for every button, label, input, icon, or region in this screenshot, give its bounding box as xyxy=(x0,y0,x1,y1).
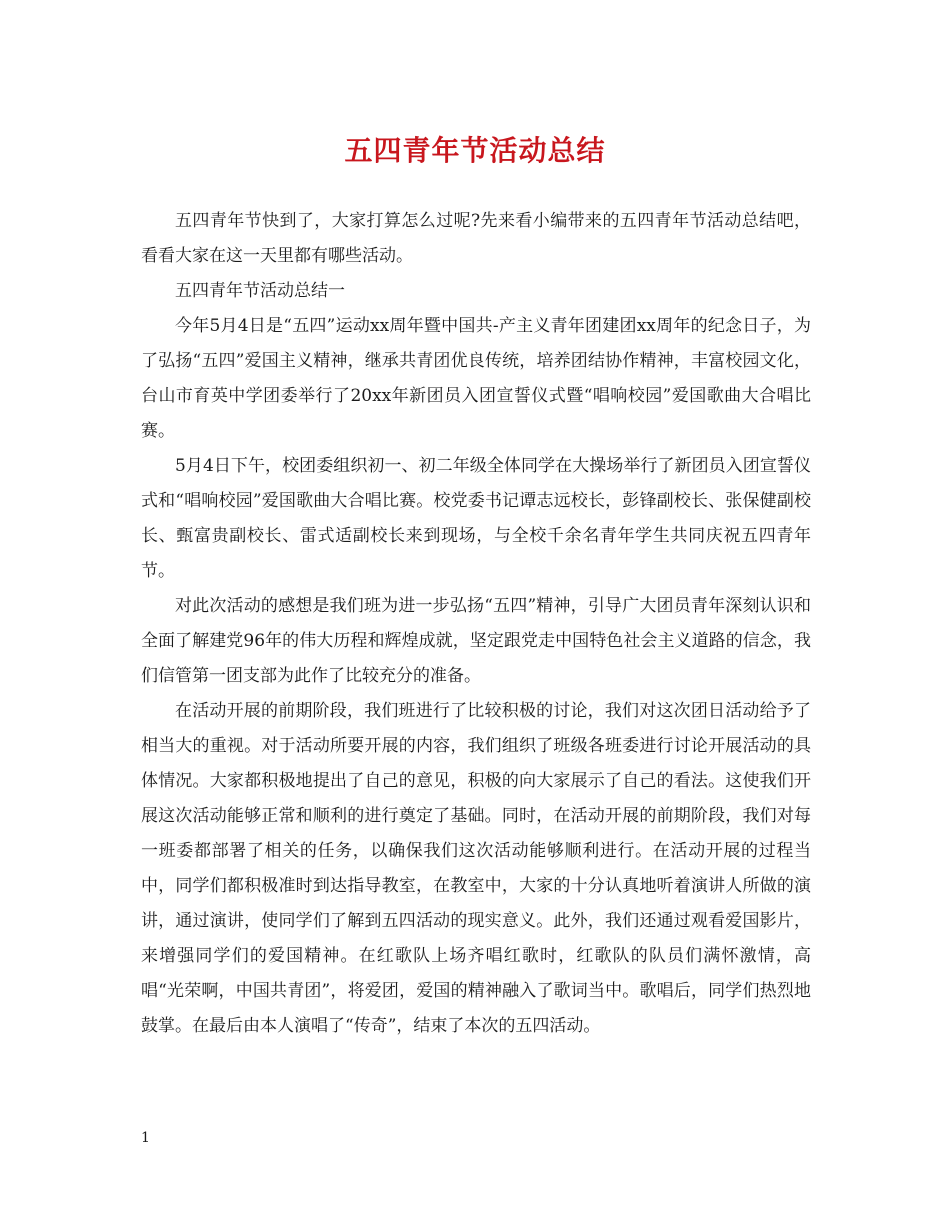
body-paragraph: 对此次活动的感想是我们班为进一步弘扬“五四”精神，引导广大团员青年深刻认识和全面了解建党96年的伟大历程和辉煌成就，坚定跟党走中国特色社会主义道路的信念，我们信管第一团支部为此作了比较充分的准备。 xyxy=(141,596,811,686)
body-paragraph: 5月4日下午，校团委组织初一、初二年级全体同学在大操场举行了新团员入团宣誓仪式和“唱响校园”爱国歌曲大合唱比赛。校党委书记谭志远校长，彭锋副校长、张保健副校长、甄富贵副校长、雷式适副校长来到现场，与全校千余名青年学生共同庆祝五四青年节。 xyxy=(141,456,811,581)
intro-paragraph: 五四青年节快到了，大家打算怎么过呢?先来看小编带来的五四青年节活动总结吧，看看大家在这一天里都有哪些活动。 xyxy=(141,211,811,266)
document-body xyxy=(141,204,811,1044)
body-paragraph: 在活动开展的前期阶段，我们班进行了比较积极的讨论，我们对这次团日活动给予了相当大的重视。对于活动所要开展的内容，我们组织了班级各班委进行讨论开展活动的具体情况。大家都积极地提出了自己的意见，积极的向大家展示了自己的看法。这使我们开展这次活动能够正常和顺利的进行奠定了基础。同时，在活动开展的前期阶段，我们对每一班委都部署了相关的任务，以确保我们这次活动能够顺利进行。在活动开展的过程当中，同学们都积极准时到达指导教室，在教室中，大家的十分认真地听着演讲人所做的演讲，通过演讲，使同学们了解到五四活动的现实意义。此外，我们还通过观看爱国影片，来增强同学们的爱国精神。在红歌队上场齐唱红歌时，红歌队的队员们满怀激情，高唱“光荣啊，中国共青团”，将爱团，爱国的精神融入了歌词当中。歌唱后，同学们热烈地鼓掌。在最后由本人演唱了“传奇”，结束了本次的五四活动。 xyxy=(141,701,811,1036)
body-paragraph: 今年5月4日是“五四”运动xx周年暨中国共-产主义青年团建团xx周年的纪念日子，为了弘扬“五四”爱国主义精神，继承共青团优良传统，培养团结协作精神，丰富校园文化，台山市育英中学团委举行了20xx年新团员入团宣誓仪式暨“唱响校园”爱国歌曲大合唱比赛。 xyxy=(141,316,811,441)
section-heading: 五四青年节活动总结一 xyxy=(175,281,345,301)
document-title: 五四青年节活动总结 xyxy=(344,134,606,167)
page-number: 1 xyxy=(141,1130,150,1146)
